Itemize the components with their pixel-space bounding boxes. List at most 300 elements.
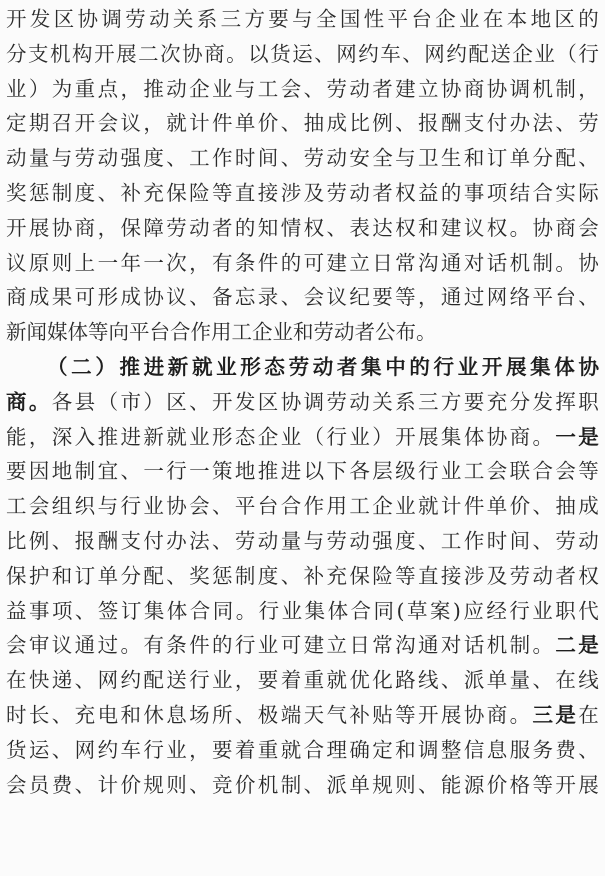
text-char: 签 bbox=[97, 598, 119, 623]
text-line bbox=[6, 246, 599, 281]
text-char: 安 bbox=[349, 146, 370, 171]
text-line bbox=[6, 524, 599, 559]
text-char: 动 bbox=[6, 146, 27, 171]
text-char: 在 bbox=[482, 7, 504, 31]
text-char: 常 bbox=[372, 633, 393, 658]
text-char: 层 bbox=[372, 459, 393, 484]
text-char: 本 bbox=[506, 7, 528, 31]
text-char: 护 bbox=[28, 563, 50, 588]
text-char: 建 bbox=[326, 250, 347, 275]
text-char: 调 bbox=[101, 7, 122, 31]
text-char: 件 bbox=[189, 633, 210, 658]
text-char: 所 bbox=[212, 702, 233, 727]
text-char: 三 bbox=[418, 389, 439, 414]
text-char: 劳 bbox=[74, 146, 96, 171]
bold-char: 者 bbox=[336, 354, 358, 379]
bold-char: 是 bbox=[578, 633, 599, 658]
text-char: 、 bbox=[280, 146, 302, 171]
text-char: 办 bbox=[509, 111, 531, 136]
text-char: 等 bbox=[532, 772, 553, 797]
text-char: 、 bbox=[74, 668, 96, 693]
text-char: 会 bbox=[6, 772, 27, 797]
text-char: 件 bbox=[463, 494, 485, 519]
text-char: 保 bbox=[166, 180, 187, 205]
text-char: 和 bbox=[51, 563, 73, 588]
bold-char: 动 bbox=[312, 354, 334, 379]
text-char: 件 bbox=[212, 111, 233, 136]
text-char: 险 bbox=[189, 180, 210, 205]
text-char: 备 bbox=[212, 285, 233, 310]
text-char: 系 bbox=[196, 7, 218, 31]
text-char: 次 bbox=[166, 250, 187, 275]
text-char: 策 bbox=[212, 459, 233, 484]
text-char: 态 bbox=[234, 424, 256, 449]
text-char: 会 bbox=[578, 215, 599, 240]
text-char: ， bbox=[97, 215, 119, 240]
text-char: 发 bbox=[29, 7, 51, 31]
text-line bbox=[6, 663, 599, 698]
text-char: 可 bbox=[74, 285, 96, 310]
bold-char: （ bbox=[47, 354, 68, 379]
bold-char: 展 bbox=[505, 354, 527, 379]
text-char: 作 bbox=[463, 528, 485, 553]
text-char: 体 bbox=[463, 424, 485, 449]
text-char: ， bbox=[189, 737, 210, 762]
text-char: 协 bbox=[280, 389, 302, 414]
text-char: 及 bbox=[303, 180, 325, 205]
text-char: 量 bbox=[509, 668, 531, 693]
text-char: 要 bbox=[212, 737, 233, 762]
text-char: 则 bbox=[395, 772, 416, 797]
text-char: 议 bbox=[463, 215, 485, 240]
text-char: 全 bbox=[372, 146, 393, 171]
text-char: 、 bbox=[51, 528, 73, 553]
text-line bbox=[6, 628, 599, 663]
text-char: 对 bbox=[463, 250, 485, 275]
text-char: 例 bbox=[372, 111, 393, 136]
text-char: 、 bbox=[532, 668, 553, 693]
text-char: 各 bbox=[51, 389, 73, 414]
text-char: 约 bbox=[446, 41, 467, 66]
text-char: 、 bbox=[120, 459, 141, 484]
text-char: 台 bbox=[149, 320, 170, 345]
text-char: 、 bbox=[212, 528, 233, 553]
text-char: 集 bbox=[143, 598, 165, 623]
text-char: 、 bbox=[418, 772, 439, 797]
text-char: 一 bbox=[189, 459, 210, 484]
text-char: 协 bbox=[166, 494, 187, 519]
text-char: 和 bbox=[293, 320, 314, 345]
text-char: 对 bbox=[440, 633, 462, 658]
text-char: 录 bbox=[257, 285, 279, 310]
text-char: 派 bbox=[326, 772, 347, 797]
text-char: 制 bbox=[532, 250, 553, 275]
text-char: 约 bbox=[120, 668, 141, 693]
text-char: 度 bbox=[257, 563, 279, 588]
text-char: 劳 bbox=[303, 146, 325, 171]
text-char: 通 bbox=[440, 285, 462, 310]
text-char: 发 bbox=[532, 389, 553, 414]
text-char: 等 bbox=[212, 180, 233, 205]
text-char: 分 bbox=[6, 41, 27, 66]
text-char: 协 bbox=[51, 215, 73, 240]
text-char: 就 bbox=[166, 424, 187, 449]
bold-char: ） bbox=[95, 354, 116, 379]
text-char: 在 bbox=[578, 702, 599, 727]
text-char: 新 bbox=[143, 424, 164, 449]
text-char: 订 bbox=[120, 598, 142, 623]
text-char: 同 bbox=[373, 598, 394, 623]
text-line bbox=[6, 594, 599, 629]
text-char: 快 bbox=[28, 668, 50, 693]
text-char: 集 bbox=[304, 598, 326, 623]
text-char: 、 bbox=[326, 215, 347, 240]
bold-char: 业 bbox=[457, 354, 479, 379]
text-char: 二 bbox=[138, 41, 159, 66]
text-char: 及 bbox=[486, 563, 508, 588]
text-char: 源 bbox=[463, 772, 485, 797]
text-char: 台 bbox=[411, 7, 432, 31]
text-char: 、 bbox=[189, 772, 210, 797]
text-char: 天 bbox=[303, 702, 325, 727]
text-char: 要 bbox=[463, 389, 485, 414]
text-char: 、 bbox=[166, 563, 187, 588]
text-char: 极 bbox=[257, 702, 279, 727]
text-char: 单 bbox=[234, 111, 256, 136]
text-line bbox=[6, 106, 599, 141]
text-char: 动 bbox=[149, 7, 170, 31]
text-char: 媒 bbox=[47, 320, 68, 345]
text-char: 。 bbox=[555, 250, 576, 275]
text-char: 、 bbox=[97, 180, 119, 205]
text-char: 业 bbox=[212, 668, 233, 693]
text-char: 区 bbox=[53, 7, 75, 31]
text-char: 、 bbox=[532, 528, 553, 553]
text-char: 布 bbox=[395, 320, 416, 345]
text-char: 接 bbox=[257, 180, 279, 205]
text-char: 应 bbox=[463, 598, 484, 623]
text-char: 企 bbox=[372, 494, 393, 519]
text-char: 务 bbox=[532, 737, 553, 762]
text-char: 作 bbox=[303, 494, 325, 519]
text-char: 价 bbox=[486, 772, 508, 797]
text-char: 气 bbox=[326, 702, 347, 727]
text-char: 协 bbox=[463, 702, 485, 727]
text-char: 直 bbox=[418, 563, 439, 588]
text-char: 以 bbox=[248, 41, 269, 66]
text-char: 忘 bbox=[234, 285, 256, 310]
text-char: 价 bbox=[120, 772, 141, 797]
text-char: 性 bbox=[363, 7, 385, 31]
text-char: 充 bbox=[326, 563, 347, 588]
text-char: 方 bbox=[244, 7, 265, 31]
text-char: 立 bbox=[349, 250, 370, 275]
text-char: 业 bbox=[280, 424, 302, 449]
text-char: 区 bbox=[166, 389, 187, 414]
text-char: 联 bbox=[509, 459, 531, 484]
text-char: 会 bbox=[189, 494, 210, 519]
text-char: 成 bbox=[120, 285, 141, 310]
text-char: 订 bbox=[74, 563, 96, 588]
text-char: 上 bbox=[74, 250, 96, 275]
text-char: 议 bbox=[51, 633, 73, 658]
text-char: ， bbox=[28, 424, 50, 449]
text-char: 、 bbox=[280, 563, 302, 588]
text-char: 平 bbox=[129, 320, 150, 345]
text-char: 等 bbox=[578, 459, 599, 484]
text-char: 者 bbox=[372, 180, 393, 205]
bold-char: 推 bbox=[119, 354, 140, 379]
text-char: 企 bbox=[252, 320, 273, 345]
text-char: 商 bbox=[463, 76, 485, 101]
text-char: 机 bbox=[257, 772, 279, 797]
text-char: 、 bbox=[303, 76, 325, 101]
text-char: 行 bbox=[258, 598, 280, 623]
text-char: 权 bbox=[578, 563, 599, 588]
text-char: 则 bbox=[51, 250, 73, 275]
text-char: 竞 bbox=[212, 772, 233, 797]
text-char: 业 bbox=[272, 320, 293, 345]
text-char: ） bbox=[143, 389, 164, 414]
text-char: 过 bbox=[463, 285, 485, 310]
text-char: 业 bbox=[257, 633, 279, 658]
text-char: 业 bbox=[532, 598, 553, 623]
text-char: 抽 bbox=[555, 494, 576, 519]
text-char: 业 bbox=[143, 494, 164, 519]
text-char: 就 bbox=[166, 111, 187, 136]
text-char: 成 bbox=[326, 111, 347, 136]
text-char: 开 bbox=[555, 772, 576, 797]
bold-char: 集 bbox=[361, 354, 382, 379]
text-char: 者 bbox=[372, 76, 393, 101]
text-char: 间 bbox=[509, 528, 531, 553]
bold-char: 协 bbox=[578, 354, 599, 379]
text-char: 会 bbox=[486, 459, 508, 484]
text-char: 、 bbox=[74, 598, 96, 623]
text-char: 劳 bbox=[578, 111, 599, 136]
text-char: 合 bbox=[189, 598, 211, 623]
text-char: 线 bbox=[418, 668, 439, 693]
text-char: 台 bbox=[555, 285, 576, 310]
text-char: 制 bbox=[555, 76, 576, 101]
text-char: 协 bbox=[182, 41, 203, 66]
text-char: （ bbox=[303, 424, 325, 449]
text-char: 充 bbox=[143, 180, 164, 205]
bold-char: 就 bbox=[191, 354, 213, 379]
bold-char: 的 bbox=[409, 354, 430, 379]
text-char: 各 bbox=[349, 459, 370, 484]
text-char: 际 bbox=[578, 180, 599, 205]
bold-char: 形 bbox=[240, 354, 261, 379]
text-char: 制 bbox=[234, 563, 256, 588]
text-char: 业 bbox=[212, 76, 233, 101]
text-line bbox=[6, 489, 599, 524]
text-char: 重 bbox=[257, 737, 279, 762]
text-char: 单 bbox=[509, 146, 531, 171]
text-char: 等 bbox=[88, 320, 109, 345]
text-char: 车 bbox=[120, 737, 141, 762]
text-char: 格 bbox=[509, 772, 531, 797]
text-char: 抽 bbox=[303, 111, 325, 136]
text-char: 配 bbox=[555, 146, 576, 171]
bold-char: 一 bbox=[555, 424, 576, 449]
text-char: 话 bbox=[486, 250, 508, 275]
text-char: 组 bbox=[51, 494, 73, 519]
text-char: 商 bbox=[509, 424, 531, 449]
text-char: 计 bbox=[189, 111, 210, 136]
text-line bbox=[6, 733, 599, 768]
text-char: 作 bbox=[190, 320, 211, 345]
text-char: 信 bbox=[463, 737, 485, 762]
text-char: 整 bbox=[440, 737, 462, 762]
text-char: 商 bbox=[204, 41, 225, 66]
bold-char: 业 bbox=[216, 354, 237, 379]
text-char: 纪 bbox=[349, 285, 370, 310]
text-char: 向 bbox=[108, 320, 129, 345]
text-char: 合 bbox=[280, 494, 302, 519]
text-char: 条 bbox=[166, 633, 187, 658]
text-char: 协 bbox=[532, 215, 553, 240]
text-char: 企 bbox=[257, 424, 279, 449]
text-char: 约 bbox=[358, 41, 379, 66]
text-char: 。 bbox=[226, 41, 247, 66]
text-char: 日 bbox=[349, 633, 370, 658]
text-char: 公 bbox=[375, 320, 396, 345]
text-char: 通 bbox=[440, 250, 462, 275]
text-char: 、 bbox=[189, 389, 210, 414]
text-char: 确 bbox=[349, 737, 370, 762]
text-char: 、 bbox=[212, 494, 233, 519]
bold-char: 劳 bbox=[288, 354, 310, 379]
text-char: 代 bbox=[578, 598, 599, 623]
text-char: （ bbox=[97, 389, 119, 414]
text-char: 时 bbox=[6, 702, 27, 727]
bold-char: 体 bbox=[554, 354, 575, 379]
text-char: 就 bbox=[418, 494, 439, 519]
text-char: 劳 bbox=[313, 320, 334, 345]
text-char: 发 bbox=[234, 389, 256, 414]
text-char: 可 bbox=[280, 633, 302, 658]
text-char: 方 bbox=[440, 389, 462, 414]
text-char: 的 bbox=[212, 633, 233, 658]
text-char: 单 bbox=[486, 668, 508, 693]
text-char: 险 bbox=[372, 563, 393, 588]
text-char: 开 bbox=[395, 424, 416, 449]
text-char: 和 bbox=[463, 146, 485, 171]
text-char: 合 bbox=[170, 320, 191, 345]
text-line bbox=[6, 698, 599, 733]
text-char: 计 bbox=[440, 494, 462, 519]
text-line bbox=[6, 176, 599, 211]
text-char: 劳 bbox=[125, 7, 146, 31]
text-line bbox=[6, 141, 599, 176]
text-char: 会 bbox=[28, 494, 50, 519]
text-char: 过 bbox=[97, 633, 119, 658]
bold-char: 是 bbox=[578, 424, 599, 449]
text-line bbox=[6, 350, 599, 385]
text-char: 要 bbox=[257, 668, 279, 693]
text-char: 优 bbox=[349, 668, 370, 693]
text-char: 体 bbox=[67, 320, 88, 345]
text-char: 业 bbox=[395, 494, 416, 519]
text-char: 车 bbox=[380, 41, 401, 66]
text-char: 配 bbox=[468, 41, 489, 66]
text-char: 要 bbox=[6, 459, 27, 484]
text-char: 着 bbox=[280, 668, 302, 693]
text-char: 与 bbox=[51, 146, 73, 171]
text-char: 单 bbox=[97, 563, 119, 588]
text-char: 障 bbox=[143, 215, 164, 240]
text-char: 、 bbox=[189, 285, 210, 310]
text-char: 机 bbox=[509, 250, 531, 275]
text-char: 议 bbox=[120, 111, 141, 136]
text-char: 县 bbox=[74, 389, 96, 414]
text-char: ） bbox=[28, 76, 50, 101]
text-char: 支 bbox=[120, 528, 141, 553]
text-char: 能 bbox=[440, 772, 462, 797]
text-char: 召 bbox=[51, 111, 73, 136]
bold-char: 二 bbox=[555, 633, 576, 658]
text-char: 商 bbox=[555, 215, 576, 240]
bold-char: 商 bbox=[6, 389, 27, 414]
text-char: 与 bbox=[97, 494, 119, 519]
text-char: 行 bbox=[509, 598, 530, 623]
text-char: 构 bbox=[72, 41, 93, 66]
text-char: 、 bbox=[51, 737, 73, 762]
text-line bbox=[6, 211, 599, 246]
text-char: 企 bbox=[512, 41, 533, 66]
text-char: 法 bbox=[189, 528, 210, 553]
text-char: 业 bbox=[534, 41, 555, 66]
text-char: 线 bbox=[578, 668, 599, 693]
text-char: 商 bbox=[486, 702, 508, 727]
text-char: 权 bbox=[486, 215, 508, 240]
text-char: 商 bbox=[74, 215, 96, 240]
text-char: 展 bbox=[116, 41, 137, 66]
text-char: 用 bbox=[211, 320, 232, 345]
text-char: 者 bbox=[354, 320, 375, 345]
text-char: 补 bbox=[349, 702, 370, 727]
text-char: ， bbox=[143, 111, 164, 136]
text-char: 网 bbox=[336, 41, 357, 66]
text-char: 地 bbox=[530, 7, 552, 31]
text-char: 开 bbox=[418, 702, 439, 727]
text-char: 度 bbox=[395, 528, 416, 553]
text-char: 价 bbox=[509, 494, 531, 519]
text-char: 建 bbox=[440, 215, 462, 240]
text-char: 价 bbox=[234, 772, 256, 797]
text-char: 关 bbox=[172, 7, 194, 31]
text-char: 入 bbox=[74, 424, 96, 449]
text-char: 定 bbox=[6, 111, 27, 136]
text-char: 的 bbox=[234, 215, 256, 240]
text-char: 。 bbox=[416, 320, 437, 345]
text-line bbox=[6, 385, 599, 420]
text-char: 议 bbox=[326, 285, 347, 310]
text-char: 、 bbox=[74, 772, 96, 797]
text-char: 国 bbox=[339, 7, 361, 31]
text-char: 行 bbox=[143, 737, 164, 762]
text-char: 工 bbox=[231, 320, 252, 345]
text-char: 、 bbox=[280, 285, 302, 310]
text-char: 实 bbox=[555, 180, 576, 205]
text-char: 长 bbox=[28, 702, 50, 727]
text-char: 付 bbox=[143, 528, 164, 553]
text-char: 益 bbox=[418, 180, 439, 205]
text-char: 点 bbox=[97, 76, 119, 101]
text-char: 区 bbox=[554, 7, 575, 31]
text-char: 开 bbox=[212, 389, 233, 414]
